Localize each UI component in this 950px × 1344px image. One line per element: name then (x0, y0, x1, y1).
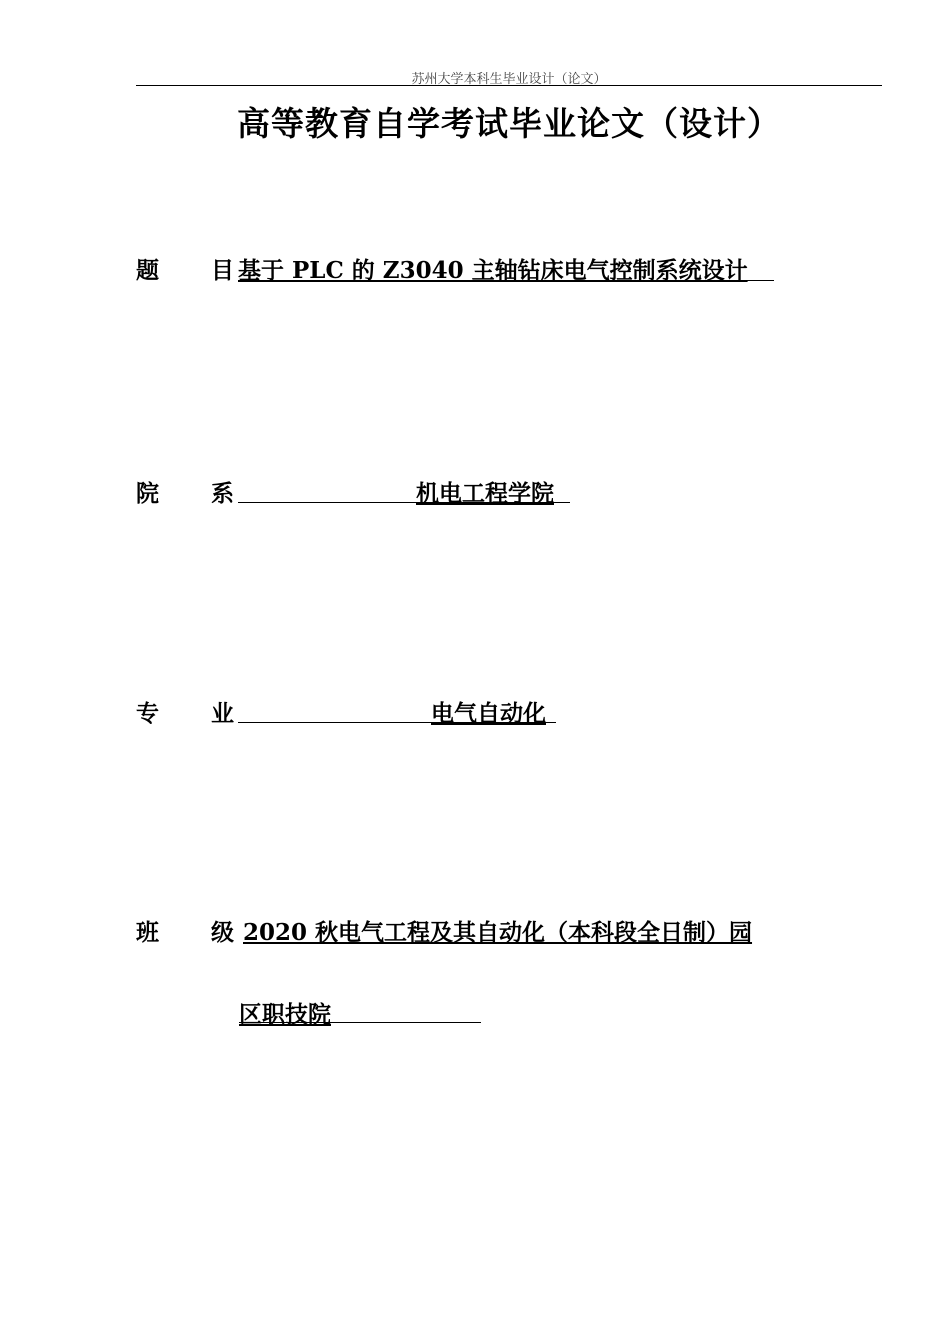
major-label-char1: 专 (136, 700, 159, 727)
class-label-char2: 级 (211, 919, 234, 946)
department-label (136, 475, 234, 508)
class-underline (239, 1022, 481, 1023)
department-label-char1: 院 (136, 480, 159, 507)
topic-label-char1: 题 (136, 257, 159, 284)
topic-underline (238, 280, 774, 281)
running-header: 苏州大学本科生毕业设计（论文） (411, 72, 607, 87)
major-label (136, 695, 234, 728)
major-label-char2: 业 (211, 700, 234, 727)
major-value: 电气自动化 (431, 700, 546, 727)
class-value-line1: 2020 秋电气工程及其自动化（本科段全日制）园 (243, 919, 753, 946)
document-title: 高等教育自学考试毕业论文（设计） (237, 104, 781, 143)
class-value-line2: 区职技院 (239, 1001, 331, 1028)
class-label-char1: 班 (136, 919, 159, 946)
class-label (136, 914, 234, 947)
topic-label (136, 252, 234, 285)
department-label-char2: 系 (211, 480, 234, 507)
header-rule (136, 85, 882, 86)
topic-label-char2: 目 (211, 257, 234, 284)
department-value: 机电工程学院 (416, 480, 554, 507)
topic-value: 基于 PLC 的 Z3040 主轴钻床电气控制系统设计 (238, 257, 748, 284)
